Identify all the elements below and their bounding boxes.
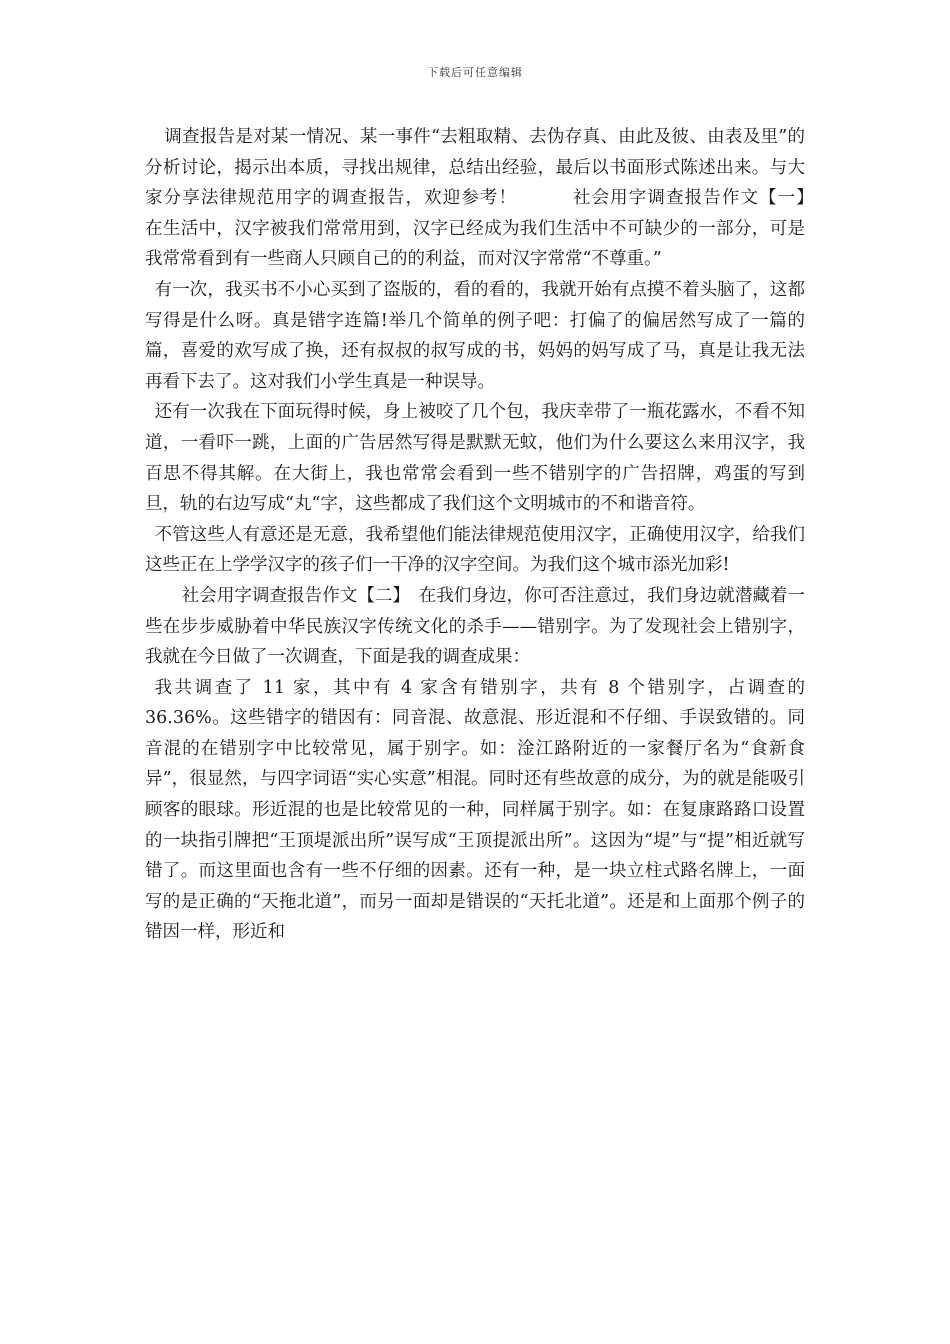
paragraph-street-signs: 还有一次我在下面玩得时候，身上被咬了几个包，我庆幸带了一瓶花露水，不看不知道，一看吓一跳，上面的广告居然写得是默默无蚊，他们为什么要这么来用汉字，我百思不得其解。在大街上，我也常常会看到一些不错别字的广告招牌，鸡蛋的写到旦，轨的右边写成“丸“字，这些都成了我们这个文明城市的不和谐音符。 bbox=[145, 402, 805, 515]
document-body bbox=[145, 122, 840, 948]
paragraph-hope: 不管这些人有意还是无意，我希望他们能法律规范使用汉字，正确使用汉字，给我们这些正在上学学汉字的孩子们一干净的汉字空间。为我们这个城市添光加彩! bbox=[145, 524, 805, 576]
paragraph-pirated-book: 有一次，我买书不小心买到了盗版的，看的看的，我就开始有点摸不着头脑了，这都写得是什么呀。真是错字连篇!举几个简单的例子吧：打偏了的偏居然写成了一篇的篇，喜爱的欢写成了换，还有叔叔的叔写成的书，妈妈的妈写成了马，真是让我无法再看下去了。这对我们小学生真是一种误导。 bbox=[145, 279, 805, 392]
paragraph-intro: 调查报告是对某一情况、某一事件“去粗取精、去伪存真、由此及彼、由表及里”的分析讨论，揭示出本质，寻找出规律，总结出经验，最后以书面形式陈述出来。与大家分享法律规范用字的调查报告，欢迎参考！ 社会用字调查报告作文【一】 在生活中，汉字被我们常常用到，汉字已经成为我们生活中不可缺少的一部分，可是我常常看到有一些商人只顾自己的的利益，而对汉字常常“不尊重。” bbox=[145, 127, 840, 270]
paragraph-survey-results: 我共调查了 11 家，其中有 4 家含有错别字，共有 8 个错别字，占调查的 36.36%。这些错字的错因有：同音混、故意混、形近混和不仔细、手误致错的。同音混的在错别字中比较常见，属于别字。如：淦江路附近的一家餐厅名为“食新食异”，很显然，与四字词语“实心实意”相混。同时还有些故意的成分，为的就是能吸引顾客的眼球。形近混的也是比较常见的一种，同样属于别字。如：在复康路路口设置的一块指引牌把“王顶堤派出所”误写成“王顶提派出所”。这因为“堤”与“提”相近就写错了。而这里面也含有一些不仔细的因素。还有一种，是一块立柱式路名牌上，一面写的是正确的“天拖北道”，而另一面却是错误的“天托北道”。还是和上面那个例子的错因一样，形近和 bbox=[145, 677, 805, 943]
paragraph-essay-two: 社会用字调查报告作文【二】 在我们身边，你可否注意过，我们身边就潜藏着一些在步步威胁着中华民族汉字传统文化的杀手——错别字。为了发现社会上错别字，我就在今日做了一次调查，下面是我的调查成果： bbox=[145, 585, 805, 668]
page-header: 下载后可任意编辑 bbox=[427, 66, 523, 79]
